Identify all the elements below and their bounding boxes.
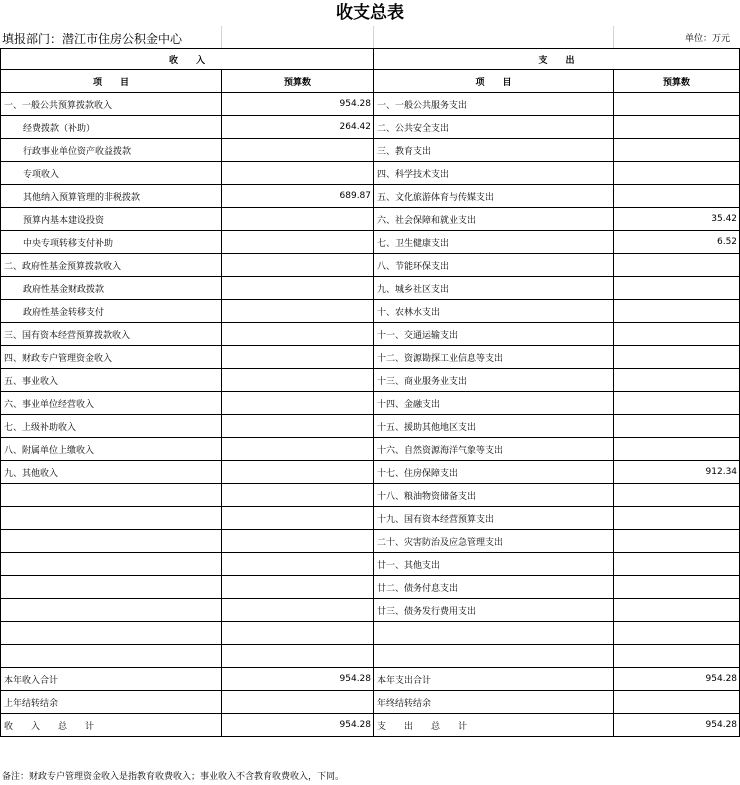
table-row — [1, 254, 740, 277]
table-row — [1, 392, 740, 415]
expense-item-cell: 四、科学技术支出 — [374, 162, 614, 185]
expense-item-cell: 十一、交通运输支出 — [374, 323, 614, 346]
income-budget-cell — [222, 507, 374, 530]
income-header: 收 入 — [1, 49, 374, 70]
expense-budget-cell — [614, 553, 740, 576]
table-row — [1, 668, 740, 691]
expense-budget-cell — [614, 576, 740, 599]
expense-item-cell: 十四、金融支出 — [374, 392, 614, 415]
income-budget-cell: 689.87 — [222, 185, 374, 208]
expense-item-cell — [374, 622, 614, 645]
expense-item-cell: 十五、援助其他地区支出 — [374, 415, 614, 438]
section-header-row — [1, 49, 740, 70]
income-item-cell: 五、事业收入 — [1, 369, 222, 392]
expense-budget-cell — [614, 116, 740, 139]
income-item-cell — [1, 553, 222, 576]
expense-item-cell — [374, 645, 614, 668]
income-item-cell: 七、上级补助收入 — [1, 415, 222, 438]
table-row — [1, 277, 740, 300]
income-budget-cell — [222, 622, 374, 645]
income-item-cell: 政府性基金财政拨款 — [1, 277, 222, 300]
expense-budget-cell — [614, 599, 740, 622]
expense-item-cell: 十八、粮油物资储备支出 — [374, 484, 614, 507]
expense-budget-cell — [614, 300, 740, 323]
expense-budget-cell — [614, 139, 740, 162]
expense-budget-cell — [614, 415, 740, 438]
table-row — [1, 369, 740, 392]
page-title: 收支总表 — [336, 3, 404, 23]
income-budget-cell — [222, 461, 374, 484]
table-row — [1, 185, 740, 208]
table-row — [1, 346, 740, 369]
income-budget-header: 预算数 — [222, 70, 374, 93]
expense-item-cell: 十、农林水支出 — [374, 300, 614, 323]
table-row — [1, 323, 740, 346]
income-item-cell — [1, 645, 222, 668]
table-row — [1, 438, 740, 461]
expense-item-cell: 三、教育支出 — [374, 139, 614, 162]
column-header-row — [1, 70, 740, 93]
income-item-cell: 政府性基金转移支付 — [1, 300, 222, 323]
expense-item-cell: 年终结转结余 — [374, 691, 614, 714]
table-row — [1, 714, 740, 737]
expense-budget-cell — [614, 254, 740, 277]
table-row — [1, 139, 740, 162]
expense-budget-cell: 954.28 — [614, 714, 740, 737]
expense-item-cell: 廿二、债务付息支出 — [374, 576, 614, 599]
expense-item-cell: 十六、自然资源海洋气象等支出 — [374, 438, 614, 461]
income-item-cell — [1, 507, 222, 530]
income-item-cell: 经费拨款（补助） — [1, 116, 222, 139]
income-budget-cell: 954.28 — [222, 93, 374, 116]
expense-item-cell: 本年支出合计 — [374, 668, 614, 691]
expense-item-cell: 十二、资源勘探工业信息等支出 — [374, 346, 614, 369]
expense-budget-cell — [614, 530, 740, 553]
table-row — [1, 507, 740, 530]
expense-item-cell: 十九、国有资本经营预算支出 — [374, 507, 614, 530]
table-row — [1, 461, 740, 484]
expense-budget-cell — [614, 392, 740, 415]
expense-budget-cell — [614, 691, 740, 714]
income-budget-cell — [222, 438, 374, 461]
income-budget-cell — [222, 415, 374, 438]
expense-item-cell: 支 出 总 计 — [374, 714, 614, 737]
expense-item-cell: 十七、住房保障支出 — [374, 461, 614, 484]
income-budget-cell — [222, 576, 374, 599]
income-budget-cell — [222, 208, 374, 231]
table-row — [1, 231, 740, 254]
income-budget-cell — [222, 139, 374, 162]
expense-item-header: 项 目 — [374, 70, 614, 93]
expense-header: 支 出 — [374, 49, 740, 70]
expense-budget-cell — [614, 346, 740, 369]
expense-item-cell: 一、一般公共服务支出 — [374, 93, 614, 116]
income-budget-cell: 954.28 — [222, 714, 374, 737]
expense-budget-cell — [614, 277, 740, 300]
income-item-cell: 三、国有资本经营预算拨款收入 — [1, 323, 222, 346]
income-item-cell: 八、附属单位上缴收入 — [1, 438, 222, 461]
table-row — [1, 116, 740, 139]
expense-budget-cell — [614, 622, 740, 645]
income-budget-cell — [222, 484, 374, 507]
income-budget-cell — [222, 346, 374, 369]
income-item-cell: 一、一般公共预算拨款收入 — [1, 93, 222, 116]
expense-budget-cell — [614, 323, 740, 346]
expense-budget-cell — [614, 484, 740, 507]
table-row — [1, 415, 740, 438]
expense-budget-cell — [614, 645, 740, 668]
expense-item-cell: 九、城乡社区支出 — [374, 277, 614, 300]
expense-item-cell: 六、社会保障和就业支出 — [374, 208, 614, 231]
expense-budget-header: 预算数 — [614, 70, 740, 93]
income-item-cell: 二、政府性基金预算拨款收入 — [1, 254, 222, 277]
gridline — [221, 26, 222, 48]
gridline — [613, 26, 614, 48]
income-budget-cell — [222, 369, 374, 392]
income-item-cell — [1, 576, 222, 599]
expense-budget-cell — [614, 369, 740, 392]
expense-budget-cell — [614, 93, 740, 116]
table-row — [1, 691, 740, 714]
income-budget-cell — [222, 691, 374, 714]
income-budget-cell — [222, 553, 374, 576]
expense-budget-cell: 35.42 — [614, 208, 740, 231]
table-row — [1, 162, 740, 185]
table-row — [1, 622, 740, 645]
footnote: 备注：财政专户管理资金收入是指教育收费收入；事业收入不含教育收费收入，下同。 — [2, 772, 345, 782]
expense-budget-cell — [614, 185, 740, 208]
table-row — [1, 645, 740, 668]
expense-item-cell: 二十、灾害防治及应急管理支出 — [374, 530, 614, 553]
income-budget-cell — [222, 599, 374, 622]
table-row — [1, 208, 740, 231]
income-item-cell: 专项收入 — [1, 162, 222, 185]
expense-item-cell: 十三、商业服务业支出 — [374, 369, 614, 392]
income-item-cell: 六、事业单位经营收入 — [1, 392, 222, 415]
expense-budget-cell — [614, 507, 740, 530]
expense-budget-cell — [614, 438, 740, 461]
income-item-cell: 中央专项转移支付补助 — [1, 231, 222, 254]
income-item-cell — [1, 622, 222, 645]
expense-budget-cell: 954.28 — [614, 668, 740, 691]
table-row — [1, 553, 740, 576]
gridline — [373, 26, 374, 48]
income-budget-cell — [222, 231, 374, 254]
expense-budget-cell: 6.52 — [614, 231, 740, 254]
expense-item-cell: 廿三、债务发行费用支出 — [374, 599, 614, 622]
income-budget-cell: 264.42 — [222, 116, 374, 139]
expense-item-cell: 八、节能环保支出 — [374, 254, 614, 277]
table-row — [1, 530, 740, 553]
income-item-cell: 九、其他收入 — [1, 461, 222, 484]
unit-label: 单位：万元 — [684, 34, 730, 44]
expense-item-cell: 七、卫生健康支出 — [374, 231, 614, 254]
income-item-cell: 预算内基本建设投资 — [1, 208, 222, 231]
income-item-cell — [1, 530, 222, 553]
expense-budget-cell: 912.34 — [614, 461, 740, 484]
income-item-cell: 收 入 总 计 — [1, 714, 222, 737]
dept-label: 填报部门：潜江市住房公积金中心 — [2, 32, 183, 46]
table-row — [1, 484, 740, 507]
income-item-cell: 本年收入合计 — [1, 668, 222, 691]
expense-item-cell: 二、公共安全支出 — [374, 116, 614, 139]
expense-item-cell: 五、文化旅游体育与传媒支出 — [374, 185, 614, 208]
income-budget-cell — [222, 323, 374, 346]
income-budget-cell — [222, 300, 374, 323]
expense-budget-cell — [614, 162, 740, 185]
income-budget-cell — [222, 392, 374, 415]
income-item-cell: 上年结转结余 — [1, 691, 222, 714]
income-item-cell: 其他纳入预算管理的非税拨款 — [1, 185, 222, 208]
income-budget-cell — [222, 645, 374, 668]
income-budget-cell — [222, 254, 374, 277]
income-budget-cell: 954.28 — [222, 668, 374, 691]
budget-table — [0, 48, 740, 737]
income-budget-cell — [222, 277, 374, 300]
income-item-header: 项 目 — [1, 70, 222, 93]
income-budget-cell — [222, 162, 374, 185]
income-item-cell: 四、财政专户管理资金收入 — [1, 346, 222, 369]
expense-item-cell: 廿一、其他支出 — [374, 553, 614, 576]
income-item-cell — [1, 484, 222, 507]
income-item-cell — [1, 599, 222, 622]
income-budget-cell — [222, 530, 374, 553]
table-row — [1, 599, 740, 622]
table-row — [1, 576, 740, 599]
table-row — [1, 300, 740, 323]
income-item-cell: 行政事业单位资产收益拨款 — [1, 139, 222, 162]
table-row — [1, 93, 740, 116]
